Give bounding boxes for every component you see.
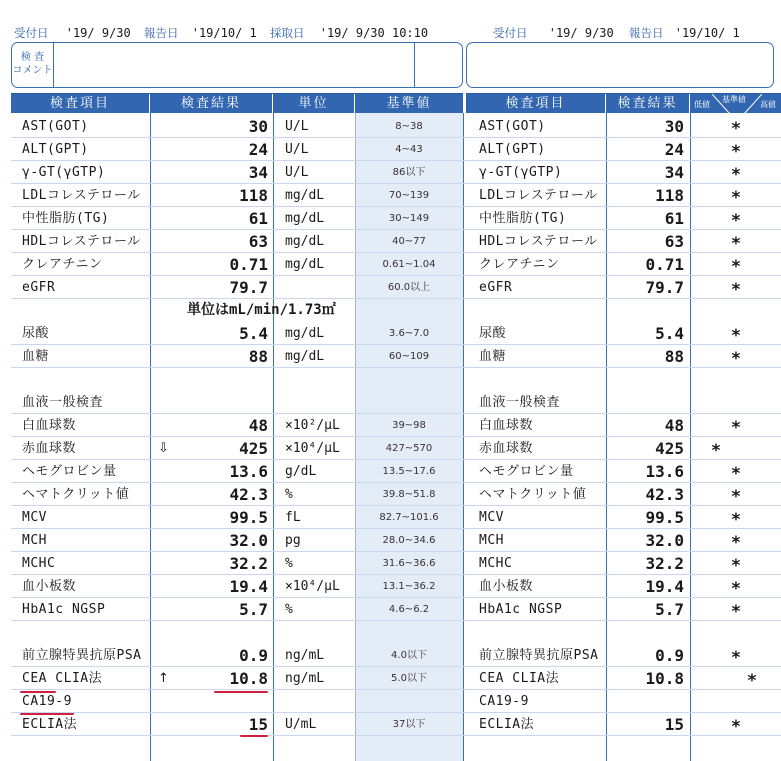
reference-range: 28.0~34.6 bbox=[382, 535, 436, 546]
judgement-star: * bbox=[731, 464, 741, 484]
handwritten-underline-ca199-value bbox=[240, 735, 268, 737]
unit: ×10⁴/μL bbox=[285, 441, 340, 456]
diagonal-lines-icon bbox=[712, 94, 762, 114]
report-value-right: '19/10/ 1 bbox=[674, 26, 740, 40]
unit: mg/dL bbox=[285, 257, 325, 272]
reference-range: 4~43 bbox=[395, 144, 423, 155]
received-value-right: '19/ 9/30 bbox=[548, 26, 614, 40]
abnormal-flag-icon bbox=[158, 529, 178, 552]
test-name-right: HDLコレステロール bbox=[479, 234, 598, 249]
col-item-header: 検査項目 bbox=[11, 94, 150, 114]
abnormal-flag-icon bbox=[158, 506, 178, 529]
result-value: 30 bbox=[248, 117, 268, 136]
reference-range: 5.0以下 bbox=[391, 673, 427, 684]
test-name: 尿酸 bbox=[22, 326, 50, 341]
comment-divider bbox=[414, 43, 415, 87]
divider-2 bbox=[273, 113, 274, 761]
unit: % bbox=[285, 602, 293, 617]
result-value: 32.0 bbox=[229, 531, 268, 550]
reference-range: 8~38 bbox=[395, 121, 423, 132]
test-name: CEA CLIA法 bbox=[22, 671, 103, 686]
unit: ×10²/μL bbox=[285, 418, 340, 433]
abnormal-flag-icon bbox=[158, 391, 178, 414]
result-value: 79.7 bbox=[229, 278, 268, 297]
test-name-right: ALT(GPT) bbox=[479, 142, 546, 157]
comment-label-line1: 検 査 bbox=[20, 52, 45, 63]
result-value: 15 bbox=[248, 715, 268, 734]
unit bbox=[285, 276, 353, 299]
handwritten-underline-ca199 bbox=[20, 713, 74, 715]
unit: mg/dL bbox=[285, 211, 325, 226]
test-name: ヘマトクリット値 bbox=[22, 487, 130, 502]
result-value: 32.2 bbox=[229, 554, 268, 573]
result-value-right: 15 bbox=[664, 715, 684, 734]
result-value-right: 5.7 bbox=[655, 600, 684, 619]
comment-label bbox=[12, 43, 54, 87]
result-value: 34 bbox=[248, 163, 268, 182]
abnormal-flag-icon bbox=[158, 575, 178, 598]
test-name: 白血球数 bbox=[22, 418, 77, 433]
judgement-star: * bbox=[731, 602, 741, 622]
unit: mg/dL bbox=[285, 234, 325, 249]
test-name-right: 赤血球数 bbox=[479, 441, 534, 456]
test-name: HDLコレステロール bbox=[22, 234, 141, 249]
abnormal-flag-icon bbox=[158, 230, 178, 253]
judgement-star: * bbox=[731, 533, 741, 553]
unit: g/dL bbox=[285, 464, 317, 479]
test-name: AST(GOT) bbox=[22, 119, 89, 134]
result-value: 63 bbox=[248, 232, 268, 251]
test-name-right: ECLIA法 bbox=[479, 717, 535, 732]
test-name: γ-GT(γGTP) bbox=[22, 165, 106, 180]
result-value: 42.3 bbox=[229, 485, 268, 504]
test-name: ECLIA法 bbox=[22, 717, 78, 732]
header-left bbox=[14, 25, 428, 41]
col-high-header: 高値 bbox=[760, 100, 776, 109]
test-name: 血液一般検査 bbox=[22, 395, 104, 410]
judgement-star: * bbox=[731, 211, 741, 231]
test-name: ALT(GPT) bbox=[22, 142, 89, 157]
table-header-right bbox=[466, 93, 781, 113]
reference-range bbox=[358, 690, 460, 713]
egfr-unit-note: 単位はmL/min/1.73㎡ bbox=[187, 302, 336, 318]
report-label-right: 報告日 bbox=[629, 26, 664, 40]
result-value-right: 24 bbox=[664, 140, 684, 159]
test-name: 中性脂肪(TG) bbox=[22, 211, 110, 226]
reference-range: 4.6~6.2 bbox=[388, 604, 430, 615]
judgement-star: * bbox=[731, 165, 741, 185]
result-value-right bbox=[606, 391, 684, 414]
test-name: LDLコレステロール bbox=[22, 188, 141, 203]
reference-range: 3.6~7.0 bbox=[388, 328, 430, 339]
reference-range: 31.6~36.6 bbox=[382, 558, 436, 569]
judgement-star: * bbox=[731, 510, 741, 530]
test-name: クレアチニン bbox=[22, 257, 103, 272]
comment-box-right bbox=[466, 42, 774, 88]
unit: pg bbox=[285, 533, 301, 548]
col-item-header-right: 検査項目 bbox=[466, 94, 606, 114]
result-value: 425 bbox=[239, 439, 268, 458]
divider-1 bbox=[150, 113, 151, 761]
result-value bbox=[190, 391, 268, 414]
reference-range: 60~109 bbox=[388, 351, 430, 362]
abnormal-flag-icon bbox=[158, 552, 178, 575]
result-value: 24 bbox=[248, 140, 268, 159]
result-value: 19.4 bbox=[229, 577, 268, 596]
result-value-right: 61 bbox=[664, 209, 684, 228]
reference-range: 86以下 bbox=[392, 167, 426, 178]
abnormal-flag-icon bbox=[158, 322, 178, 345]
unit: mg/dL bbox=[285, 326, 325, 341]
abnormal-flag-icon bbox=[158, 345, 178, 368]
header-right bbox=[493, 25, 740, 41]
unit: U/L bbox=[285, 119, 309, 134]
test-name-right: AST(GOT) bbox=[479, 119, 546, 134]
handwritten-underline-cea bbox=[20, 691, 56, 693]
test-name-right: 血糖 bbox=[479, 349, 507, 364]
test-name: HbA1c NGSP bbox=[22, 602, 106, 617]
test-name: 赤血球数 bbox=[22, 441, 77, 456]
abnormal-flag-icon bbox=[158, 598, 178, 621]
report-value: '19/10/ 1 bbox=[191, 26, 257, 40]
result-value: 13.6 bbox=[229, 462, 268, 481]
col-result-header-right: 検査結果 bbox=[606, 94, 690, 114]
result-value-right: 19.4 bbox=[645, 577, 684, 596]
result-value: 0.9 bbox=[239, 646, 268, 665]
test-name-right: クレアチニン bbox=[479, 257, 560, 272]
judgement-star: * bbox=[731, 717, 741, 737]
received-label-right: 受付日 bbox=[493, 26, 528, 40]
col-result-header: 検査結果 bbox=[150, 94, 273, 114]
abnormal-flag-icon bbox=[158, 414, 178, 437]
unit: ×10⁴/μL bbox=[285, 579, 340, 594]
test-name: ヘモグロビン量 bbox=[22, 464, 117, 479]
result-value: 48 bbox=[248, 416, 268, 435]
test-name-right: MCHC bbox=[479, 556, 513, 571]
reference-range: 40~77 bbox=[392, 236, 426, 247]
col-level-header bbox=[690, 94, 781, 114]
test-name-right: 白血球数 bbox=[479, 418, 534, 433]
reference-range: 37以下 bbox=[392, 719, 426, 730]
divider-3 bbox=[355, 113, 356, 761]
judgement-star: * bbox=[747, 671, 757, 691]
divider-6 bbox=[690, 113, 691, 761]
abnormal-flag-icon bbox=[158, 690, 178, 713]
judgement-star: * bbox=[731, 487, 741, 507]
judgement-star: * bbox=[731, 326, 741, 346]
test-name: 前立腺特異抗原PSA bbox=[22, 648, 142, 663]
abnormal-flag-icon bbox=[158, 460, 178, 483]
test-name: MCHC bbox=[22, 556, 56, 571]
handwritten-underline-cea-value bbox=[214, 691, 268, 693]
result-value: 0.71 bbox=[229, 255, 268, 274]
result-value-right: 10.8 bbox=[645, 669, 684, 688]
unit: % bbox=[285, 487, 293, 502]
test-name-right: CEA CLIA法 bbox=[479, 671, 560, 686]
reference-range: 13.5~17.6 bbox=[382, 466, 436, 477]
divider-4 bbox=[463, 113, 464, 761]
test-name-right: HbA1c NGSP bbox=[479, 602, 563, 617]
judgement-star: * bbox=[731, 119, 741, 139]
result-value-right: 32.0 bbox=[645, 531, 684, 550]
result-value-right: 88 bbox=[664, 347, 684, 366]
judgement-star bbox=[726, 693, 746, 716]
abnormal-flag-icon bbox=[158, 115, 178, 138]
judgement-star: * bbox=[731, 257, 741, 277]
judgement-star: * bbox=[731, 142, 741, 162]
test-name: MCV bbox=[22, 510, 47, 525]
test-name-right: γ-GT(γGTP) bbox=[479, 165, 563, 180]
reference-range: 427~570 bbox=[385, 443, 433, 454]
table-header-left bbox=[11, 93, 463, 113]
result-value-right: 79.7 bbox=[645, 278, 684, 297]
abnormal-flag-icon bbox=[158, 184, 178, 207]
unit: ng/mL bbox=[285, 671, 325, 686]
abnormal-flag-icon bbox=[158, 713, 178, 736]
report-label: 報告日 bbox=[144, 26, 179, 40]
test-name-right: 尿酸 bbox=[479, 326, 507, 341]
test-name-right: MCV bbox=[479, 510, 504, 525]
result-value: 61 bbox=[248, 209, 268, 228]
result-value: 118 bbox=[239, 186, 268, 205]
test-name-right: LDLコレステロール bbox=[479, 188, 598, 203]
test-name-right: 血液一般検査 bbox=[479, 395, 561, 410]
collected-label: 採取日 bbox=[270, 26, 305, 40]
result-value-right: 13.6 bbox=[645, 462, 684, 481]
judgement-star: * bbox=[731, 418, 741, 438]
unit: mg/dL bbox=[285, 349, 325, 364]
comment-box-left bbox=[11, 42, 463, 88]
reference-range: 60.0以上 bbox=[387, 282, 431, 293]
abnormal-flag-icon bbox=[158, 644, 178, 667]
test-name-right: 血小板数 bbox=[479, 579, 534, 594]
test-name-right: MCH bbox=[479, 533, 504, 548]
result-value: 10.8 bbox=[229, 669, 268, 688]
judgement-star: * bbox=[731, 556, 741, 576]
reference-range: 39.8~51.8 bbox=[382, 489, 436, 500]
result-value: 5.7 bbox=[239, 600, 268, 619]
judgement-star: * bbox=[731, 234, 741, 254]
reference-range: 70~139 bbox=[388, 190, 430, 201]
result-value-right: 0.71 bbox=[645, 255, 684, 274]
abnormal-flag-icon bbox=[158, 207, 178, 230]
unit: fL bbox=[285, 510, 301, 525]
reference-range bbox=[358, 391, 460, 414]
unit bbox=[285, 690, 353, 713]
unit: U/L bbox=[285, 142, 309, 157]
received-label: 受付日 bbox=[14, 26, 49, 40]
result-value: 5.4 bbox=[239, 324, 268, 343]
test-name-right: 前立腺特異抗原PSA bbox=[479, 648, 599, 663]
result-value-right: 425 bbox=[655, 439, 684, 458]
received-value: '19/ 9/30 bbox=[65, 26, 131, 40]
reference-range: 4.0以下 bbox=[391, 650, 427, 661]
reference-range: 0.61~1.04 bbox=[382, 259, 436, 270]
abnormal-flag-icon bbox=[158, 483, 178, 506]
test-name-right: CA19-9 bbox=[479, 694, 529, 709]
test-name: MCH bbox=[22, 533, 47, 548]
result-value-right: 0.9 bbox=[655, 646, 684, 665]
judgement-star: * bbox=[711, 441, 721, 461]
reference-range: 30~149 bbox=[388, 213, 430, 224]
unit: U/mL bbox=[285, 717, 317, 732]
result-value-right: 99.5 bbox=[645, 508, 684, 527]
reference-range: 13.1~36.2 bbox=[382, 581, 436, 592]
col-normal-header: 基準値 bbox=[722, 95, 746, 104]
abnormal-flag-icon: ⇩ bbox=[158, 441, 169, 456]
unit: % bbox=[285, 556, 293, 571]
test-name: 血小板数 bbox=[22, 579, 77, 594]
reference-range: 82.7~101.6 bbox=[379, 512, 439, 523]
result-value-right bbox=[606, 690, 684, 713]
abnormal-flag-icon bbox=[158, 138, 178, 161]
result-value-right: 42.3 bbox=[645, 485, 684, 504]
test-name-right: 中性脂肪(TG) bbox=[479, 211, 567, 226]
result-value: 88 bbox=[248, 347, 268, 366]
judgement-star: * bbox=[731, 280, 741, 300]
result-value-right: 34 bbox=[664, 163, 684, 182]
abnormal-flag-icon bbox=[158, 161, 178, 184]
result-value-right: 48 bbox=[664, 416, 684, 435]
abnormal-flag-icon bbox=[158, 253, 178, 276]
col-unit-header: 単位 bbox=[273, 94, 355, 114]
reference-range: 39~98 bbox=[392, 420, 426, 431]
judgement-star: * bbox=[731, 349, 741, 369]
collected-value: '19/ 9/30 10:10 bbox=[319, 26, 429, 40]
test-name: CA19-9 bbox=[22, 694, 72, 709]
result-value-right: 5.4 bbox=[655, 324, 684, 343]
result-value bbox=[190, 690, 268, 713]
test-name: eGFR bbox=[22, 280, 56, 295]
abnormal-flag-icon bbox=[158, 276, 178, 299]
result-value-right: 118 bbox=[655, 186, 684, 205]
abnormal-flag-icon: ↑ bbox=[158, 671, 169, 686]
test-name-right: eGFR bbox=[479, 280, 513, 295]
test-name-right: ヘマトクリット値 bbox=[479, 487, 587, 502]
result-value-right: 63 bbox=[664, 232, 684, 251]
unit: ng/mL bbox=[285, 648, 325, 663]
result-value-right: 30 bbox=[664, 117, 684, 136]
comment-label-line2: コメント bbox=[12, 65, 53, 76]
judgement-star: * bbox=[731, 579, 741, 599]
unit: U/L bbox=[285, 165, 309, 180]
col-low-header: 低値 bbox=[694, 100, 710, 109]
judgement-star bbox=[726, 394, 746, 417]
judgement-star: * bbox=[731, 648, 741, 668]
test-name: 血糖 bbox=[22, 349, 50, 364]
col-reference-header: 基準値 bbox=[386, 96, 432, 111]
result-value: 99.5 bbox=[229, 508, 268, 527]
result-value-right: 32.2 bbox=[645, 554, 684, 573]
unit bbox=[285, 391, 353, 414]
judgement-star: * bbox=[731, 188, 741, 208]
test-name-right: ヘモグロビン量 bbox=[479, 464, 574, 479]
unit: mg/dL bbox=[285, 188, 325, 203]
